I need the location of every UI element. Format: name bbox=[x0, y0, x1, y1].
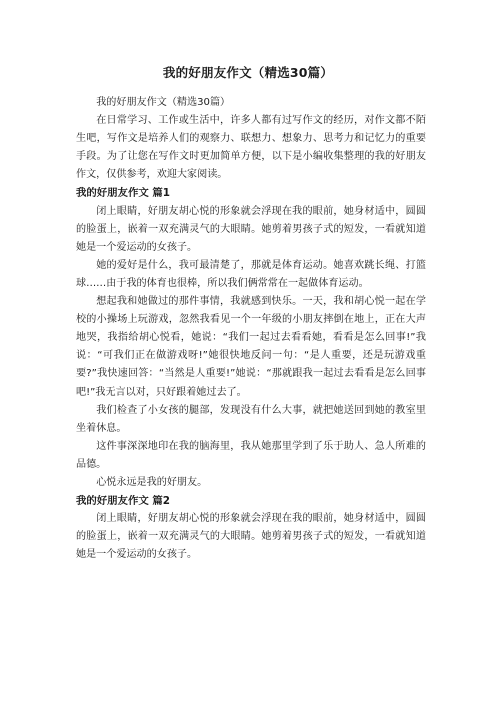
section-1-paragraph: 我们检查了小女孩的腿部，发现没有什么大事，就把她送回到她的教室里坐着休息。 bbox=[76, 404, 426, 434]
document-body bbox=[76, 94, 426, 564]
intro-paragraph: 在日常学习、工作或生活中，许多人都有过写作文的经历，对作文都不陌生吧，写作文是培养人们的观察力、联想力、想象力、思考力和记忆力的重要手段。为了让您在写作文时更加简单方便，以下是小编收集整理的我的好朋友作文，仅供参考，欢迎大家阅读。 bbox=[76, 115, 426, 181]
section-1-paragraph: 她的爱好是什么，我可最清楚了，那就是体育运动。她喜欢跳长绳、打篮球……由于我的体育也很棒，所以我们俩常常在一起做体育运动。 bbox=[76, 259, 426, 289]
document-title: 我的好朋友作文（精选30篇） bbox=[162, 65, 334, 80]
section-1-paragraph: 心悦永远是我的好朋友。 bbox=[96, 476, 208, 488]
section-heading-1: 我的好朋友作文 篇1 bbox=[76, 187, 170, 200]
section-1-paragraph: 这件事深深地印在我的脑海里，我从她那里学到了乐于助人、急人所难的品德。 bbox=[76, 440, 426, 470]
section-1-paragraph: 闭上眼睛，好朋友胡心悦的形象就会浮现在我的眼前，她身材适中，圆圆的脸蛋上，嵌着一双充满灵气的大眼睛。她剪着男孩子式的短发，一看就知道她是一个爱运动的女孩子。 bbox=[76, 205, 426, 253]
section-1-paragraph: 想起我和她做过的那件事情，我就感到快乐。一天，我和胡心悦一起在学校的小操场上玩游戏，忽然我看见一个一年级的小朋友摔倒在地上，正在大声地哭，我指给胡心悦看，她说：“我们一起过去看看她，看看是怎么回事!”我说：“可我们正在做游戏呀!”她很快地反问一句：“是人重要，还是玩游戏重要?”我快速回答：“当然是人重要!”她说：“那就跟我一起过去看看是怎么回事吧!”我无言以对，只好跟着她过去了。 bbox=[76, 296, 426, 398]
section-2-paragraph: 闭上眼睛，好朋友胡心悦的形象就会浮现在我的眼前，她身材适中，圆圆的脸蛋上，嵌着一双充满灵气的大眼睛。她剪着男孩子式的短发，一看就知道她是一个爱运动的女孩子。 bbox=[76, 513, 426, 561]
intro-subtitle: 我的好朋友作文（精选30篇） bbox=[96, 97, 231, 108]
section-heading-2: 我的好朋友作文 篇2 bbox=[76, 495, 170, 508]
